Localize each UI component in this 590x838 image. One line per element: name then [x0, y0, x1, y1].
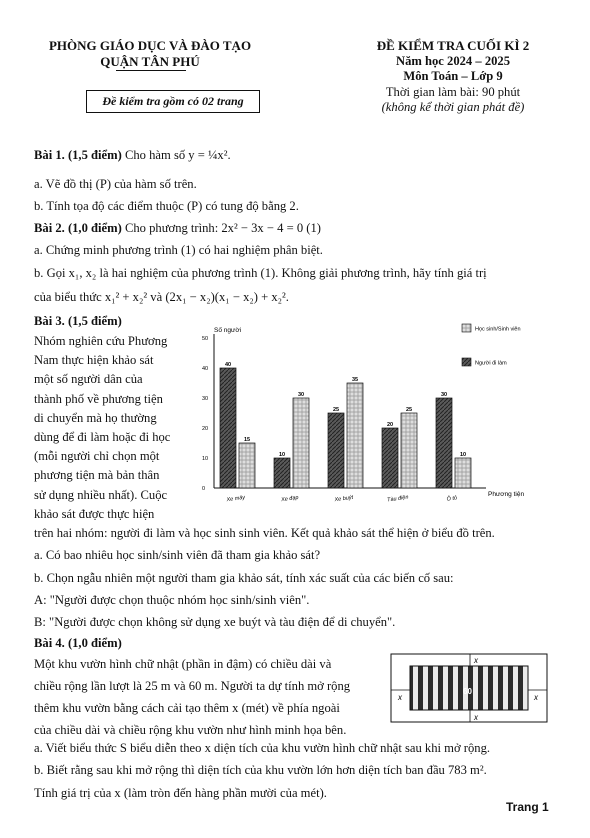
- bar: [401, 413, 417, 488]
- q4-b2: Tính giá trị của x (làm tròn đến hàng phần mười của mét).: [34, 786, 327, 800]
- page-number: Trang 1: [506, 800, 549, 814]
- q3-cont: trên hai nhóm: người đi làm và học sinh sinh viên. Kết quả khảo sát thể hiện ở biểu đồ trên.: [34, 526, 495, 540]
- bar: [239, 443, 255, 488]
- q3-line-9: sử dụng nhiều nhất). Cuộc: [34, 487, 168, 502]
- x-top-label: x: [474, 656, 478, 665]
- q2-b2: của biểu thức x₁² + x₂² và (2x₁ − x₂)(x₁ − x₂) + x₂².: [34, 290, 289, 304]
- x-bottom-label: x: [474, 713, 478, 722]
- category-label: Tàu điện: [386, 494, 409, 504]
- y-tick-label: 40: [202, 366, 209, 372]
- q3-line-8: phương tiện mà bản thân: [34, 468, 160, 483]
- y-tick-label: 50: [202, 336, 209, 342]
- bar: [328, 413, 344, 488]
- x-left-label: x: [398, 693, 402, 702]
- subject: Môn Toán – Lớp 9: [403, 69, 503, 83]
- y-tick-label: 0: [202, 486, 206, 492]
- district-name: QUẬN TÂN PHÚ: [100, 54, 200, 69]
- q4-b1: b. Biết rằng sau khi mở rộng thì diện tích của khu vườn lớn hơn diện tích ban đầu 783 m².: [34, 763, 487, 777]
- q4-title: Bài 4. (1,0 điểm): [34, 636, 122, 650]
- q2-title: Bài 2. (1,0 điểm): [34, 221, 122, 235]
- x-axis-label: Phương tiện: [488, 491, 525, 498]
- legend-label: Học sinh/Sinh viên: [475, 326, 521, 333]
- q3-event-b: B: "Người được chọn không sử dụng xe buýt và tàu điện để di chuyển".: [34, 615, 396, 629]
- bar-value-label: 20: [386, 422, 394, 428]
- bar-value-label: 25: [332, 407, 340, 413]
- q3-line-7: (mỗi người chỉ chọn một: [34, 449, 160, 464]
- q2-stem: Cho phương trình: 2x² − 3x − 4 = 0 (1): [124, 221, 321, 235]
- q1-a: a. Vẽ đồ thị (P) của hàm số trên.: [34, 177, 197, 191]
- q1-b: b. Tính tọa độ các điểm thuộc (P) có tung độ bằng 2.: [34, 199, 299, 213]
- category-label: Xe buýt: [334, 494, 354, 504]
- bar-value-label: 35: [351, 377, 359, 383]
- q3-title: Bài 3. (1,5 điểm): [34, 314, 122, 328]
- bar: [347, 383, 363, 488]
- q4-a: a. Viết biểu thức S biểu diễn theo x diện tích của khu vườn hình chữ nhật sau khi mở rộng.: [34, 741, 491, 755]
- legend-swatch: [462, 358, 471, 366]
- q4-line-2: chiều rộng lần lượt là 25 m và 60 m. Người ta dự tính mở rộng: [34, 679, 351, 693]
- legend-label: Người đi làm: [475, 360, 507, 367]
- duration: Thời gian làm bài: 90 phút: [385, 85, 521, 99]
- q3-a: a. Có bao nhiêu học sinh/sinh viên đã tham gia khảo sát?: [34, 548, 321, 562]
- q3-line-3: một số người dân của: [34, 372, 143, 387]
- q3-event-a: A: "Người được chọn thuộc nhóm học sinh/sinh viên".: [34, 593, 310, 607]
- q4-line-4: của chiều dài và chiều rộng khu vườn như hình minh họa bên.: [34, 723, 347, 737]
- q3-line-6: dùng để đi làm hoặc đi học: [34, 430, 171, 445]
- bar-value-label: 30: [440, 392, 448, 398]
- survey-bar-chart: [196, 318, 560, 528]
- bar-value-label: 10: [459, 452, 467, 458]
- x-right-label: x: [534, 693, 538, 702]
- bar: [274, 458, 290, 488]
- q1-stem: Cho hàm số y = ¼x².: [124, 148, 231, 162]
- y-axis-label: Số người: [214, 327, 242, 334]
- bar-value-label: 25: [405, 407, 413, 413]
- bar-value-label: 10: [278, 452, 286, 458]
- q3-line-5: di chuyển mà họ thường: [34, 410, 157, 425]
- q2-a: a. Chứng minh phương trình (1) có hai nghiệm phân biệt.: [34, 243, 323, 257]
- bar: [436, 398, 452, 488]
- q3-text-block: [34, 332, 194, 524]
- y-tick-label: 10: [202, 456, 209, 462]
- q3-line-1: Nhóm nghiên cứu Phương: [34, 334, 168, 348]
- q3-b: b. Chọn ngẫu nhiên một người tham gia khảo sát, tính xác suất của các biến cố sau:: [34, 571, 454, 585]
- garden-length-label: 60: [463, 687, 472, 696]
- category-label: Xe đạp: [280, 494, 299, 504]
- bar: [382, 428, 398, 488]
- category-label: Ô tô: [446, 495, 458, 503]
- q3-line-10: khảo sát được thực hiện: [34, 506, 155, 521]
- school-department: PHÒNG GIÁO DỤC VÀ ĐÀO TẠO: [48, 38, 252, 53]
- bar-value-label: 40: [224, 362, 232, 368]
- q4-line-1: Một khu vườn hình chữ nhật (phần in đậm) có chiều dài và: [34, 657, 332, 671]
- q2-b1: b. Gọi x₁, x₂ là hai nghiệm của phương trình (1). Không giải phương trình, hãy tính giá trị: [34, 266, 487, 280]
- q2-line: [34, 221, 321, 236]
- header-underline: [116, 70, 186, 71]
- garden-figure: [388, 648, 552, 728]
- school-year: Năm học 2024 – 2025: [395, 54, 511, 68]
- q1-line: [34, 148, 231, 163]
- legend-swatch: [462, 324, 471, 332]
- bar: [455, 458, 471, 488]
- q1-title: Bài 1. (1,5 điểm): [34, 148, 122, 162]
- exam-title: ĐỀ KIỂM TRA CUỐI KÌ 2: [376, 38, 530, 53]
- y-tick-label: 30: [202, 396, 209, 402]
- q4-line-3: thêm khu vườn bằng cách cải tạo thêm x (mét) về phía ngoài: [34, 701, 340, 715]
- bar: [220, 368, 236, 488]
- category-label: Xe máy: [226, 494, 246, 504]
- q4-text-block: [34, 653, 379, 741]
- bar-value-label: 30: [297, 392, 305, 398]
- y-tick-label: 20: [202, 426, 209, 432]
- pages-note: Đề kiểm tra gồm có 02 trang: [102, 94, 244, 108]
- bar-value-label: 15: [243, 437, 251, 443]
- q3-line-2: Nam thực hiện khảo sát: [34, 353, 154, 368]
- duration-note: (không kể thời gian phát đề): [381, 100, 525, 114]
- q3-line-4: thành phố về phương tiện: [34, 391, 163, 406]
- bar: [293, 398, 309, 488]
